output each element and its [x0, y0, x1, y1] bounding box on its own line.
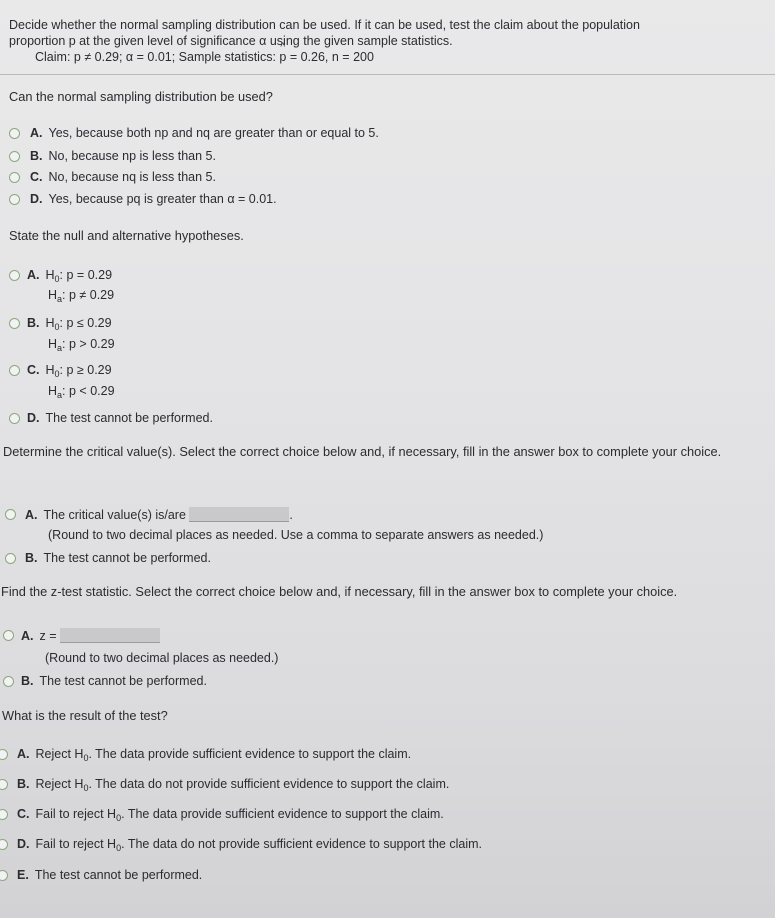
- option-q3-a[interactable]: A. The critical value(s) is/are .: [25, 508, 293, 522]
- z-statistic-input[interactable]: [60, 628, 160, 643]
- option-q2-c[interactable]: C. $H_0$: p ≥ 0.29: [27, 363, 112, 379]
- radio-q4-b[interactable]: [3, 676, 14, 687]
- radio-q2-d[interactable]: [9, 413, 20, 424]
- section-divider: [0, 74, 775, 75]
- radio-q4-a[interactable]: [3, 630, 14, 641]
- radio-q1-d[interactable]: [9, 194, 20, 205]
- option-q2-a[interactable]: A. $H_0$: p = 0.29: [27, 268, 113, 284]
- radio-q2-a[interactable]: [9, 270, 20, 281]
- question-normal-sampling: Can the normal sampling distribution be used?: [9, 89, 273, 104]
- critical-value-input[interactable]: [189, 507, 289, 522]
- option-q3-b[interactable]: B. The test cannot be performed.: [25, 551, 211, 565]
- option-q1-a[interactable]: A. Yes, because both np and nq are greater than or equal to 5.: [30, 126, 379, 140]
- radio-q1-a[interactable]: [9, 128, 20, 139]
- radio-q3-b[interactable]: [5, 553, 16, 564]
- question-test-result: What is the result of the test?: [2, 708, 168, 723]
- p-hat-symbol: ^ p: [279, 50, 286, 64]
- critical-value-hint: (Round to two decimal places as needed. Use a comma to separate answers as needed.): [48, 528, 544, 542]
- claim-prefix: Claim: p ≠ 0.29; α = 0.01; Sample statistics:: [35, 50, 280, 64]
- claim-suffix: = 0.26, n = 200: [286, 50, 374, 64]
- problem-statement: [9, 17, 640, 49]
- option-q5-d[interactable]: D. Fail to reject $H_0$. The data do not provide sufficient evidence to support the claim.: [17, 837, 482, 853]
- option-q1-c[interactable]: C. No, because nq is less than 5.: [30, 170, 216, 184]
- question-hypotheses: State the null and alternative hypotheses.: [9, 228, 244, 243]
- option-q2-d[interactable]: D. The test cannot be performed.: [27, 411, 213, 425]
- radio-q2-b[interactable]: [9, 318, 20, 329]
- radio-q5-d[interactable]: [0, 839, 8, 850]
- option-q2-b[interactable]: B. $H_0$: p ≤ 0.29: [27, 316, 112, 332]
- radio-q1-c[interactable]: [9, 172, 20, 183]
- claim-line: [35, 50, 374, 64]
- radio-q5-a[interactable]: [0, 749, 8, 760]
- radio-q2-c[interactable]: [9, 365, 20, 376]
- option-q4-a[interactable]: A. z =: [21, 628, 160, 643]
- radio-q5-c[interactable]: [0, 809, 8, 820]
- question-z-statistic: Find the z-test statistic. Select the correct choice below and, if necessary, fill in the answer box to complete your choice.: [1, 584, 678, 599]
- option-q1-b[interactable]: B. No, because np is less than 5.: [30, 149, 216, 163]
- option-q2-a-ha: $H_a$: p ≠ 0.29: [48, 288, 115, 304]
- radio-q1-b[interactable]: [9, 151, 20, 162]
- option-q4-b[interactable]: B. The test cannot be performed.: [21, 674, 207, 688]
- problem-line-1: Decide whether the normal sampling distribution can be used. If it can be used, test the claim about the population: [9, 18, 640, 32]
- radio-q5-e[interactable]: [0, 870, 8, 881]
- option-q2-c-ha: $H_a$: p < 0.29: [48, 384, 115, 400]
- option-q5-e[interactable]: E. The test cannot be performed.: [17, 868, 203, 882]
- radio-q5-b[interactable]: [0, 779, 8, 790]
- option-q2-b-ha: $H_a$: p > 0.29: [48, 337, 115, 353]
- problem-line-2: proportion p at the given level of significance α using the given sample statistics.: [9, 34, 453, 48]
- option-q1-d[interactable]: D. Yes, because pq is greater than α = 0.01.: [30, 192, 277, 206]
- z-statistic-hint: (Round to two decimal places as needed.): [45, 651, 279, 665]
- question-critical-values: Determine the critical value(s). Select the correct choice below and, if necessary, fill in the answer box to complete your choice.: [3, 444, 722, 459]
- option-q5-c[interactable]: C. Fail to reject $H_0$. The data provide sufficient evidence to support the claim.: [17, 807, 444, 823]
- option-q5-a[interactable]: A. Reject $H_0$. The data provide sufficient evidence to support the claim.: [17, 747, 412, 763]
- radio-q3-a[interactable]: [5, 509, 16, 520]
- option-q5-b[interactable]: B. Reject $H_0$. The data do not provide sufficient evidence to support the claim.: [17, 777, 450, 793]
